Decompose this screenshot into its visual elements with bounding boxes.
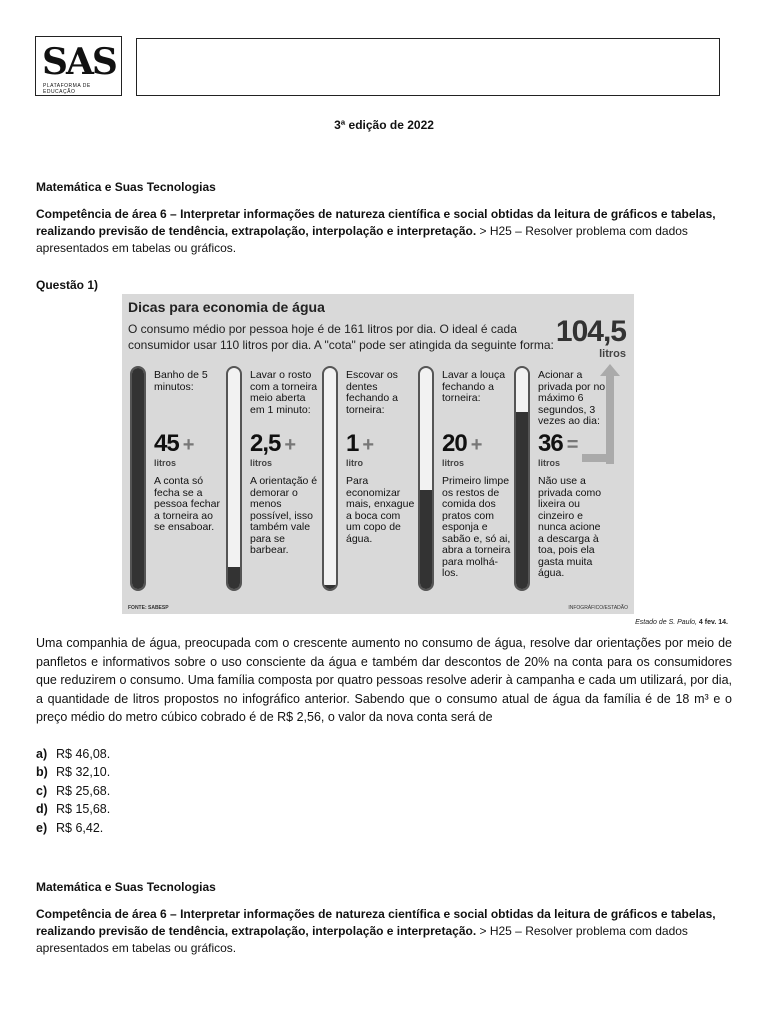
tip-operator: + (284, 434, 296, 456)
subject-heading: Matemática e Suas Tecnologias (36, 180, 216, 194)
tip-value (538, 430, 577, 458)
tip-description: Não use a privada como lixeira ou cinzeiro e nunca acione a descarga à toa, pois ela gasta muita água. (538, 475, 602, 579)
tip-label: Lavar a louça fechando a torneira: (442, 369, 506, 404)
citation-date: 4 fev. 14. (696, 619, 728, 626)
tip-column (322, 366, 416, 594)
tip-column (130, 366, 224, 594)
tip-value (442, 430, 481, 458)
tube-fill (324, 585, 336, 589)
skill-text-2: > H25 – Resolver problema com dados apresentados em tabelas ou gráficos. (36, 924, 688, 955)
total-value: 104,5 (555, 315, 626, 348)
tip-column (226, 366, 320, 594)
tip-label: Acionar a privada por no máximo 6 segundos, 3 vezes ao dia: (538, 369, 606, 427)
tube-fill (516, 412, 528, 589)
tip-number: 1 (346, 430, 359, 457)
tip-unit: litros (538, 458, 561, 468)
tip-label: Escovar os dentes fechando a torneira: (346, 369, 398, 416)
question-text: Uma companhia de água, preocupada com o crescente aumento no consumo de água, resolve dar orientações por meio de panfletos e informativos sobre o uso consciente da água e também dar descontos de 20% na conta para os consumidores que reduzirem o consumo. Uma família composta por quatro pessoas resolve aderir à campanha e cada um utilizará, por dia, a quantidade de litros propostos no infográfico anterior. Sabendo que o consumo atual de água da família é de 18 m³ e o preço médio do metro cúbico cobrado é de R$ 2,56, o valor da nova conta será de (36, 636, 732, 725)
option-text: R$ 46,08. (56, 747, 111, 761)
tip-unit: litros (250, 458, 273, 468)
header-field (136, 38, 720, 96)
tip-operator: + (182, 434, 194, 456)
tip-unit: litros (442, 458, 465, 468)
edition-title: 3ª edição de 2022 (334, 118, 434, 132)
tip-number: 45 (154, 430, 179, 457)
answer-options (36, 745, 110, 837)
tip-unit: litro (346, 458, 363, 468)
tip-column (418, 366, 512, 594)
citation-source: Estado de S. Paulo, (635, 619, 697, 626)
tip-unit: litros (154, 458, 177, 468)
infographic-source: FONTE: SABESP (128, 605, 169, 611)
infographic-title: Dicas para economia de água (128, 299, 325, 315)
water-tube-icon (226, 366, 242, 591)
total-unit: litros (599, 348, 626, 360)
water-tube-icon (418, 366, 434, 591)
tip-description: A orientação é demorar o menos possível, isso também vale para se barbear. (250, 475, 318, 556)
logo-subtitle: PLATAFORMA DE EDUCAÇÃO (43, 83, 91, 95)
tip-number: 2,5 (250, 430, 281, 457)
option-text: R$ 15,68. (56, 802, 111, 817)
competence-text (36, 206, 726, 257)
infographic-intro: O consumo médio por pessoa hoje é de 161 litros por dia. O ideal é cada consumidor usar 110 litros por dia. A "cota" pode ser atingida da seguinte forma: (128, 322, 554, 352)
competence-text-2 (36, 906, 726, 957)
competence-description: Competência de área 6 – Interpretar informações de natureza científica e social obtidas da leitura de gráficos e tabelas, realizando previsão de tendência, extrapolação, interpolação e interpretação. (36, 207, 716, 238)
option-letter: a) (36, 747, 48, 761)
tip-value (154, 430, 193, 458)
water-tube-icon (514, 366, 530, 591)
option-text: R$ 32,10. (56, 765, 111, 780)
skill-text: > H25 – Resolver problema com dados apresentados em tabelas ou gráficos. (36, 224, 688, 255)
tip-label: Lavar o rosto com a torneira meio aberta em 1 minuto: (250, 369, 318, 416)
subject-heading-2: Matemática e Suas Tecnologias (36, 880, 216, 894)
logo (35, 36, 122, 96)
answer-option (36, 763, 110, 781)
tube-fill (420, 490, 432, 589)
competence-description-2: Competência de área 6 – Interpretar informações de natureza científica e social obtidas da leitura de gráficos e tabelas, realizando previsão de tendência, extrapolação, interpolação e interpretação. (36, 907, 716, 938)
tip-description: Primeiro limpe os restos de comida dos pratos com esponja e sabão e, só ai, abra a torneira para molhá-los. (442, 475, 511, 579)
tip-number: 36 (538, 430, 563, 457)
tube-fill (228, 567, 240, 589)
option-letter: d) (36, 802, 48, 817)
water-tube-icon (322, 366, 338, 591)
tip-column (514, 366, 608, 594)
option-text: R$ 25,68. (56, 783, 111, 798)
infographic-credit: INFOGRÁFICO/ESTADÃO (568, 605, 628, 611)
tip-value (346, 430, 373, 458)
citation (635, 619, 728, 626)
tip-operator: + (362, 434, 374, 456)
tip-label: Banho de 5 minutos: (154, 369, 208, 393)
infographic (122, 294, 634, 614)
tip-number: 20 (442, 430, 467, 457)
tip-description: Para economizar mais, enxague a boca com um copo de água. (346, 475, 415, 545)
answer-option (36, 819, 110, 837)
tip-value (250, 430, 295, 458)
answer-option (36, 782, 110, 800)
answer-option (36, 800, 110, 818)
tube-fill (132, 368, 144, 589)
option-letter: b) (36, 765, 48, 780)
tip-operator: + (470, 434, 482, 456)
question-title: Questão 1) (36, 278, 99, 292)
infographic-total (556, 316, 626, 360)
option-text: R$ 6,42. (56, 820, 104, 835)
water-tube-icon (130, 366, 146, 591)
option-letter: c) (36, 783, 48, 798)
option-letter: e) (36, 820, 48, 835)
tip-operator: = (566, 434, 578, 456)
logo-text: SAS (42, 41, 116, 83)
answer-option (36, 745, 110, 763)
tip-description: A conta só fecha se a pessoa fechar a torneira ao se ensaboar. (154, 475, 220, 533)
